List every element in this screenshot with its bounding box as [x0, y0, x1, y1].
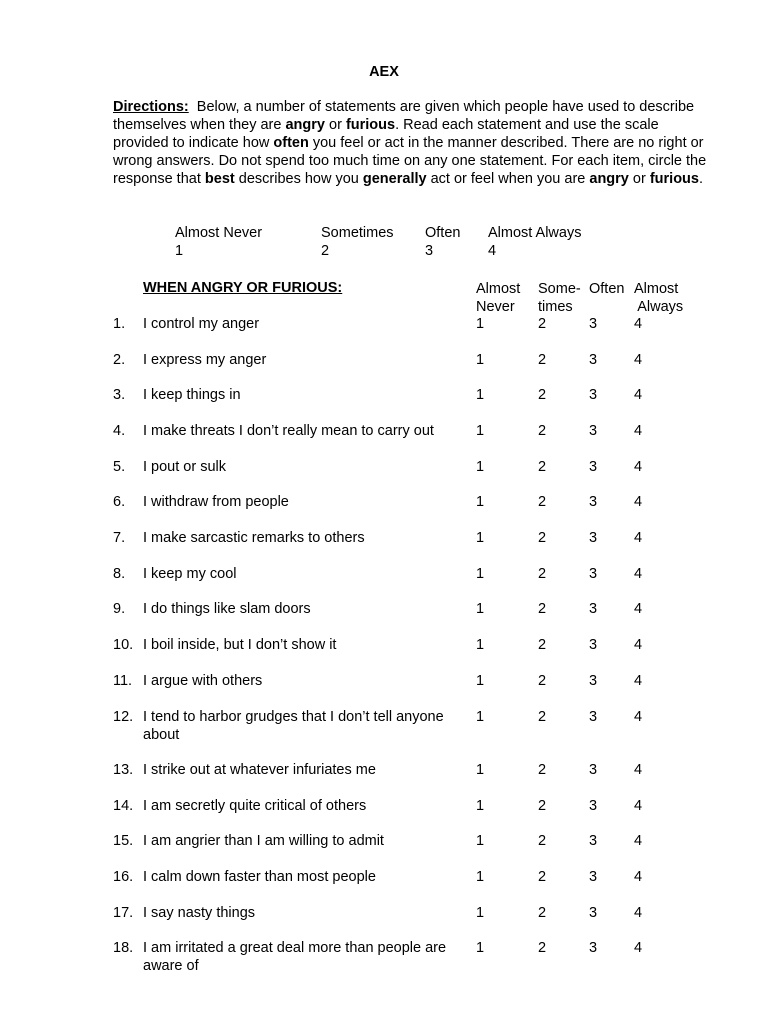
directions-segment: act or feel when you are — [426, 171, 590, 187]
response-option-3[interactable]: 3 — [589, 494, 598, 510]
response-option-4[interactable]: 4 — [634, 798, 643, 814]
response-option-4[interactable]: 4 — [634, 601, 643, 617]
item-number: 16. — [113, 869, 134, 885]
response-option-3[interactable]: 3 — [589, 530, 598, 546]
response-option-1[interactable]: 1 — [476, 459, 485, 475]
page-title: AEX — [369, 64, 399, 80]
directions-segment: or — [628, 171, 650, 187]
response-option-2[interactable]: 2 — [538, 459, 547, 475]
scale-label: Sometimes — [321, 225, 394, 241]
directions-emphasis: furious — [345, 117, 396, 133]
response-option-1[interactable]: 1 — [476, 601, 485, 617]
response-option-2[interactable]: 2 — [538, 869, 547, 885]
response-option-4[interactable]: 4 — [634, 905, 643, 921]
directions-emphasis: generally — [362, 171, 427, 187]
response-option-1[interactable]: 1 — [476, 637, 485, 653]
item-statement: I do things like slam doors — [143, 601, 311, 617]
directions-paragraph — [113, 98, 713, 188]
column-header-often — [589, 280, 624, 298]
response-option-2[interactable]: 2 — [538, 905, 547, 921]
item-number: 18. — [113, 940, 134, 956]
item-number: 4. — [113, 423, 126, 439]
item-number: 17. — [113, 905, 134, 921]
directions-segment: describes how you — [234, 171, 363, 187]
response-option-4[interactable]: 4 — [634, 869, 643, 885]
item-statement: I express my anger — [143, 352, 267, 368]
item-number: 1. — [113, 316, 126, 332]
item-number: 3. — [113, 387, 126, 403]
directions-emphasis: furious — [649, 171, 699, 187]
column-header-line: Often — [589, 281, 625, 297]
response-option-4[interactable]: 4 — [634, 494, 643, 510]
item-number: 2. — [113, 352, 126, 368]
item-statement: I calm down faster than most people — [143, 869, 376, 885]
response-option-3[interactable]: 3 — [589, 423, 598, 439]
directions-segment: or — [324, 117, 346, 133]
directions-emphasis: often — [273, 135, 309, 151]
response-option-1[interactable]: 1 — [476, 316, 485, 332]
response-option-1[interactable]: 1 — [476, 494, 485, 510]
directions-segment: . Read each statement and use the scale provided to indicate how — [113, 117, 659, 151]
item-statement: I keep things in — [143, 387, 241, 403]
response-option-4[interactable]: 4 — [634, 673, 643, 689]
response-option-3[interactable]: 3 — [589, 869, 598, 885]
response-option-3[interactable]: 3 — [589, 905, 598, 921]
response-option-3[interactable]: 3 — [589, 833, 598, 849]
response-option-1[interactable]: 1 — [476, 762, 485, 778]
item-number: 5. — [113, 459, 126, 475]
item-statement: I control my anger — [143, 316, 260, 332]
directions-emphasis: best — [204, 171, 235, 187]
item-number: 10. — [113, 637, 134, 653]
response-option-1[interactable]: 1 — [476, 566, 485, 582]
response-option-1[interactable]: 1 — [476, 709, 485, 725]
scale-value: 4 — [488, 243, 497, 259]
response-option-1[interactable]: 1 — [476, 798, 485, 814]
item-number: 11. — [113, 673, 133, 689]
response-option-2[interactable]: 2 — [538, 637, 547, 653]
response-option-4[interactable]: 4 — [634, 459, 643, 475]
scale-value: 3 — [425, 243, 434, 259]
directions-segment: you feel or act in the manner described. There are no right or wrong answers. Do not spend too much time on any one statement. For each item, circle the response that — [113, 135, 707, 187]
item-statement: I say nasty things — [143, 905, 256, 921]
response-option-1[interactable]: 1 — [476, 673, 485, 689]
response-option-3[interactable]: 3 — [589, 637, 598, 653]
item-statement: I am irritated a great deal more than people are aware of — [143, 940, 447, 974]
directions-segment: . — [698, 171, 704, 187]
response-option-3[interactable]: 3 — [589, 352, 598, 368]
response-option-3[interactable]: 3 — [589, 762, 598, 778]
response-option-4[interactable]: 4 — [634, 530, 643, 546]
response-option-1[interactable]: 1 — [476, 869, 485, 885]
response-option-1[interactable]: 1 — [476, 530, 485, 546]
item-statement: I boil inside, but I don’t show it — [143, 637, 337, 653]
response-option-1[interactable]: 1 — [476, 423, 485, 439]
directions-emphasis: angry — [285, 117, 325, 133]
response-option-3[interactable]: 3 — [589, 601, 598, 617]
item-statement: I keep my cool — [143, 566, 237, 582]
column-header-sometimes — [538, 280, 581, 316]
item-statement: I withdraw from people — [143, 494, 289, 510]
response-option-2[interactable]: 2 — [538, 494, 547, 510]
response-option-4[interactable]: 4 — [634, 709, 643, 725]
scale-label: Almost Never — [175, 225, 263, 241]
column-header-almost-always — [634, 280, 683, 316]
scale-item-almost-never — [175, 224, 262, 260]
response-option-4[interactable]: 4 — [634, 762, 643, 778]
response-option-4[interactable]: 4 — [634, 352, 643, 368]
item-number: 6. — [113, 494, 126, 510]
item-number: 14. — [113, 798, 134, 814]
response-option-4[interactable]: 4 — [634, 637, 643, 653]
response-option-2[interactable]: 2 — [538, 601, 547, 617]
item-statement: I tend to harbor grudges that I don’t tell anyone about — [143, 709, 444, 743]
column-header-almost-never — [476, 280, 520, 316]
response-option-2[interactable]: 2 — [538, 709, 547, 725]
response-option-4[interactable]: 4 — [634, 940, 643, 956]
response-option-3[interactable]: 3 — [589, 709, 598, 725]
item-number: 7. — [113, 530, 126, 546]
item-number: 13. — [113, 762, 134, 778]
response-option-2[interactable]: 2 — [538, 798, 547, 814]
directions-emphasis: angry — [589, 171, 629, 187]
response-option-2[interactable]: 2 — [538, 673, 547, 689]
response-option-1[interactable]: 1 — [476, 352, 485, 368]
response-option-2[interactable]: 2 — [538, 423, 547, 439]
response-option-3[interactable]: 3 — [589, 566, 598, 582]
scale-item-almost-always — [488, 224, 581, 260]
item-number: 8. — [113, 566, 126, 582]
column-header-line: Almost — [634, 281, 679, 297]
scale-label: Often — [425, 225, 461, 241]
response-option-3[interactable]: 3 — [589, 387, 598, 403]
column-header-line: Some- — [538, 281, 581, 297]
item-statement: I argue with others — [143, 673, 263, 689]
item-statement: I am angrier than I am willing to admit — [143, 833, 384, 849]
response-option-3[interactable]: 3 — [589, 673, 598, 689]
scale-value: 2 — [321, 243, 330, 259]
response-option-3[interactable]: 3 — [589, 316, 598, 332]
response-option-4[interactable]: 4 — [634, 423, 643, 439]
item-number: 9. — [113, 601, 126, 617]
directions-segment: Below, a number of statements are given which people have used to describe themselves when they are — [113, 99, 695, 133]
response-option-2[interactable]: 2 — [538, 352, 547, 368]
response-option-1[interactable]: 1 — [476, 905, 485, 921]
response-option-2[interactable]: 2 — [538, 940, 547, 956]
scale-legend — [0, 224, 768, 264]
response-option-2[interactable]: 2 — [538, 762, 547, 778]
response-option-2[interactable]: 2 — [538, 316, 547, 332]
item-statement: I am secretly quite critical of others — [143, 798, 367, 814]
directions-label: Directions: — [113, 99, 189, 115]
column-header-line: Almost — [476, 281, 521, 297]
column-header-line: times — [538, 299, 573, 315]
scale-value: 1 — [175, 243, 184, 259]
column-header-line: Never — [476, 299, 515, 315]
column-header-line: Always — [634, 299, 684, 315]
response-option-2[interactable]: 2 — [538, 833, 547, 849]
item-statement: I pout or sulk — [143, 459, 227, 475]
response-option-1[interactable]: 1 — [476, 387, 485, 403]
response-option-2[interactable]: 2 — [538, 566, 547, 582]
section-heading: WHEN ANGRY OR FURIOUS: — [143, 280, 343, 296]
directions-text — [113, 99, 706, 187]
item-statement: I strike out at whatever infuriates me — [143, 762, 376, 778]
response-option-4[interactable]: 4 — [634, 566, 643, 582]
scale-label: Almost Always — [488, 225, 582, 241]
response-option-1[interactable]: 1 — [476, 833, 485, 849]
response-option-4[interactable]: 4 — [634, 387, 643, 403]
response-option-4[interactable]: 4 — [634, 316, 643, 332]
response-option-3[interactable]: 3 — [589, 459, 598, 475]
item-number: 15. — [113, 833, 134, 849]
response-option-2[interactable]: 2 — [538, 530, 547, 546]
response-option-3[interactable]: 3 — [589, 940, 598, 956]
response-option-4[interactable]: 4 — [634, 833, 643, 849]
response-option-3[interactable]: 3 — [589, 798, 598, 814]
response-option-2[interactable]: 2 — [538, 387, 547, 403]
scale-item-often — [425, 224, 460, 260]
item-statement: I make threats I don’t really mean to carry out — [143, 423, 434, 439]
scale-item-sometimes — [321, 224, 394, 260]
response-option-1[interactable]: 1 — [476, 940, 485, 956]
item-number: 12. — [113, 709, 134, 725]
item-statement: I make sarcastic remarks to others — [143, 530, 365, 546]
